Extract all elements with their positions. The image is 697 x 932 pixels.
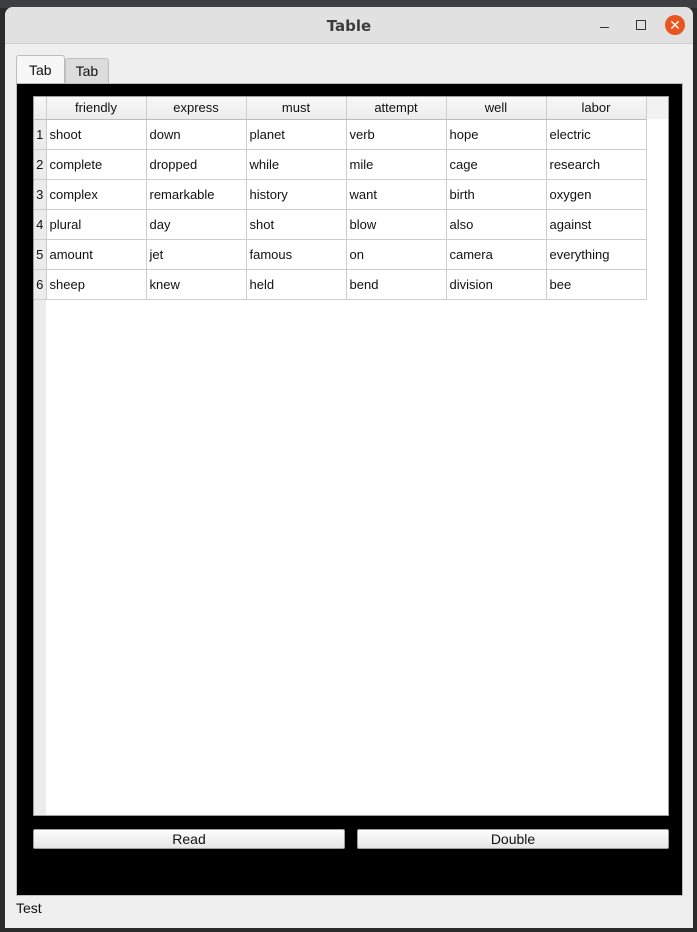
- table-cell[interactable]: sheep: [46, 269, 146, 299]
- row-header[interactable]: 4: [34, 209, 46, 239]
- table-cell[interactable]: want: [346, 179, 446, 209]
- table-cell[interactable]: camera: [446, 239, 546, 269]
- table-row: [34, 149, 646, 179]
- table-cell[interactable]: down: [146, 119, 246, 149]
- row-header[interactable]: 2: [34, 149, 46, 179]
- table-row: [34, 239, 646, 269]
- table-cell[interactable]: shoot: [46, 119, 146, 149]
- status-text: Test: [16, 900, 42, 916]
- table-cell[interactable]: dropped: [146, 149, 246, 179]
- table-cell[interactable]: everything: [546, 239, 646, 269]
- title-bar: [5, 7, 693, 44]
- table-row: [34, 179, 646, 209]
- minimize-button[interactable]: [595, 15, 615, 35]
- table-cell[interactable]: while: [246, 149, 346, 179]
- app-window: [5, 7, 693, 928]
- table-cell[interactable]: oxygen: [546, 179, 646, 209]
- double-button[interactable]: Double: [357, 829, 669, 849]
- table-cell[interactable]: on: [346, 239, 446, 269]
- tab-2[interactable]: Tab: [65, 58, 110, 83]
- row-header[interactable]: 3: [34, 179, 46, 209]
- table-cell[interactable]: complete: [46, 149, 146, 179]
- column-header[interactable]: attempt: [346, 97, 446, 119]
- table-cell[interactable]: held: [246, 269, 346, 299]
- row-header[interactable]: 1: [34, 119, 46, 149]
- column-header[interactable]: express: [146, 97, 246, 119]
- table-cell[interactable]: amount: [46, 239, 146, 269]
- close-button[interactable]: [665, 15, 685, 35]
- maximize-button[interactable]: [630, 15, 650, 35]
- table-cell[interactable]: famous: [246, 239, 346, 269]
- data-table[interactable]: [33, 96, 669, 816]
- row-header[interactable]: 5: [34, 239, 46, 269]
- read-button[interactable]: Read: [33, 829, 345, 849]
- header-row: [34, 97, 646, 119]
- table-row: [34, 119, 646, 149]
- close-icon: ✕: [669, 17, 681, 33]
- table-cell[interactable]: shot: [246, 209, 346, 239]
- table-cell[interactable]: remarkable: [146, 179, 246, 209]
- column-header[interactable]: labor: [546, 97, 646, 119]
- row-header[interactable]: 6: [34, 269, 46, 299]
- column-header[interactable]: friendly: [46, 97, 146, 119]
- window-title: Table: [326, 17, 372, 35]
- column-header[interactable]: well: [446, 97, 546, 119]
- table-cell[interactable]: hope: [446, 119, 546, 149]
- table-cell[interactable]: history: [246, 179, 346, 209]
- table-cell[interactable]: knew: [146, 269, 246, 299]
- table-cell[interactable]: birth: [446, 179, 546, 209]
- table-cell[interactable]: complex: [46, 179, 146, 209]
- table-cell[interactable]: day: [146, 209, 246, 239]
- table-cell[interactable]: research: [546, 149, 646, 179]
- table-cell[interactable]: also: [446, 209, 546, 239]
- corner-button[interactable]: [34, 97, 46, 119]
- table-cell[interactable]: cage: [446, 149, 546, 179]
- table-row: [34, 209, 646, 239]
- table-cell[interactable]: bee: [546, 269, 646, 299]
- table-grid: [34, 97, 647, 300]
- table-cell[interactable]: planet: [246, 119, 346, 149]
- table-cell[interactable]: against: [546, 209, 646, 239]
- table-cell[interactable]: electric: [546, 119, 646, 149]
- tab-1[interactable]: Tab: [16, 55, 65, 83]
- tab-bar: [16, 55, 109, 83]
- table-row: [34, 269, 646, 299]
- tab-pane: [16, 83, 683, 896]
- table-cell[interactable]: jet: [146, 239, 246, 269]
- table-cell[interactable]: division: [446, 269, 546, 299]
- table-cell[interactable]: verb: [346, 119, 446, 149]
- table-cell[interactable]: mile: [346, 149, 446, 179]
- table-cell[interactable]: plural: [46, 209, 146, 239]
- column-header[interactable]: must: [246, 97, 346, 119]
- table-cell[interactable]: blow: [346, 209, 446, 239]
- table-cell[interactable]: bend: [346, 269, 446, 299]
